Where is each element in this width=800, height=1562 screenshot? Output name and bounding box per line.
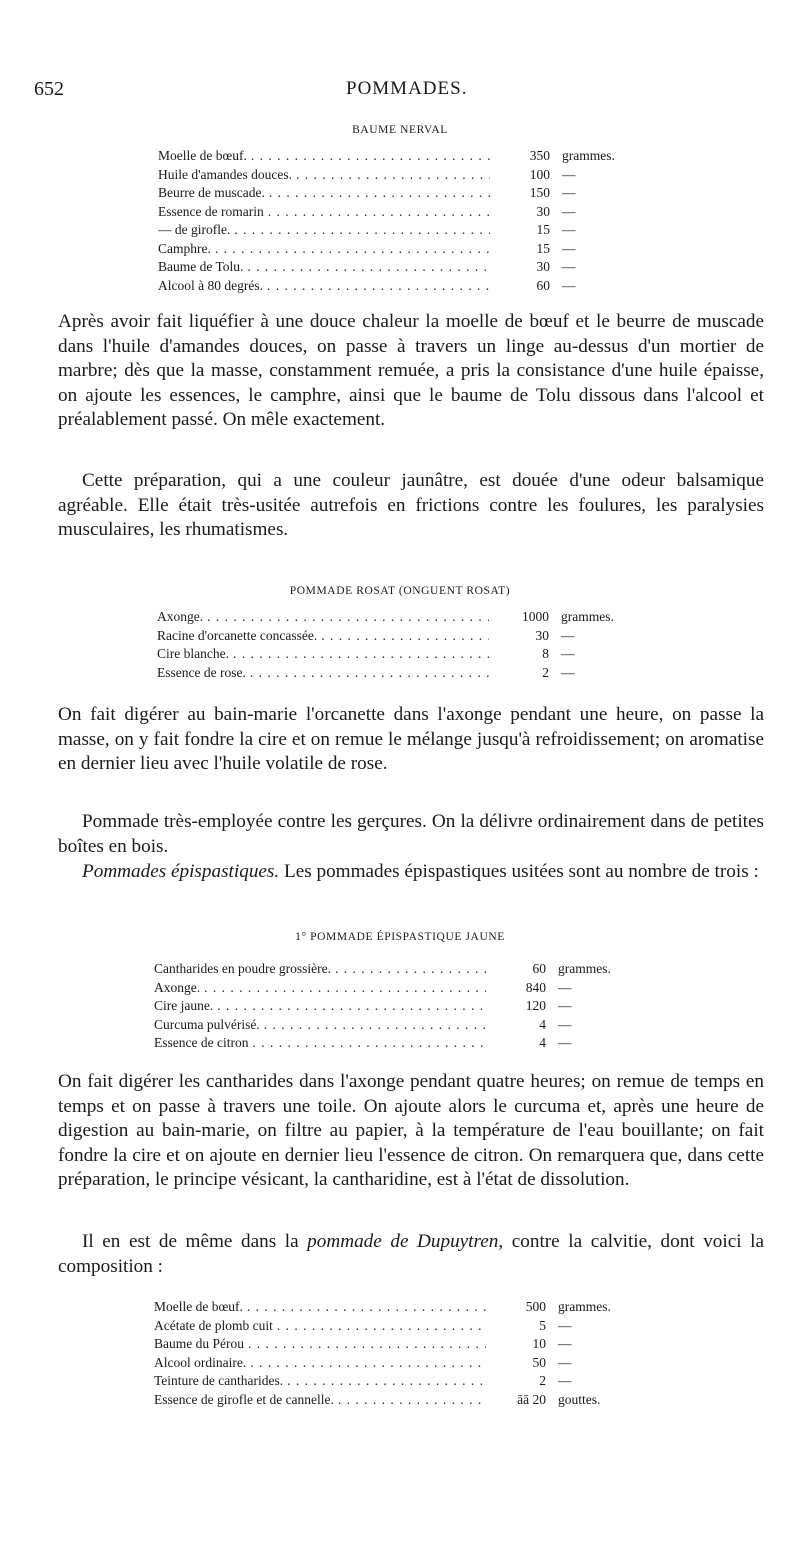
ingredient-unit: —: [562, 203, 576, 219]
dot-leader: [321, 627, 489, 646]
ingredient-name: Moelle de bœuf.: [158, 148, 247, 163]
ingredient-row: [158, 258, 658, 277]
ingredient-name: Axonge.: [157, 609, 204, 624]
ingredient-row: [154, 1391, 654, 1410]
ingredient-quantity: 50: [532, 1354, 546, 1370]
italic-term: pommade de Dupuytren: [307, 1231, 499, 1252]
ingredient-unit: —: [561, 646, 575, 661]
ingredient-quantity: 2: [539, 1373, 546, 1388]
dot-leader: [335, 960, 486, 979]
ingredient-row: [154, 960, 654, 979]
dot-leader: [267, 277, 490, 296]
ingredient-quantity: 30: [535, 627, 549, 643]
ingredient-quantity: 100: [529, 166, 550, 182]
ingredient-name: Baume du Pérou: [154, 1336, 244, 1351]
ingredient-row: [158, 147, 658, 166]
ingredient-quantity: 2: [542, 664, 549, 680]
ingredient-name: Moelle de bœuf.: [154, 1299, 243, 1314]
dot-leader: [215, 240, 490, 259]
paragraph-1: Après avoir fait liquéfier à une douce chaleur la moelle de bœuf et le beurre de muscade dans l'huile d'amandes douces, on passe à travers un linge au-dessus d'un mortier de marbre; dès que la masse, constamment remuée, a pris la consistance d'une huile épaisse, on ajoute les essences, le camphre, ainsi que le baume de Tolu dissous dans l'alcool et préalablement passé. On mêle exactement.: [58, 311, 764, 431]
ingredient-quantity: 350: [529, 148, 550, 163]
ingredient-quantity: 8: [542, 646, 549, 661]
ingredient-quantity: 10: [532, 1336, 546, 1351]
paragraph-5: Pommades épispastiques. Les pommades épispastiques usitées sont au nombre de trois :: [82, 861, 759, 882]
paragraph-4: Pommade très-employée contre les gerçures. On la délivre ordinairement dans de petites boîtes en bois.: [58, 811, 764, 857]
ingredient-row: [158, 184, 658, 203]
dot-leader: [247, 258, 490, 277]
recipe-title-pommade-rosat: POMMADE ROSAT (ONGUENT ROSAT): [289, 585, 511, 597]
recipe-table-pommade-rosat: [157, 608, 657, 682]
ingredient-unit: —: [562, 166, 576, 182]
ingredient-unit: —: [562, 277, 576, 293]
paragraph-2: Cette préparation, qui a une couleur jaunâtre, est douée d'une odeur balsamique agréable. Elle était très-usitée autrefois en frictions contre les foulures, les paralysies musculaires, les rhumatismes.: [58, 470, 764, 541]
ingredient-quantity: 500: [525, 1299, 546, 1314]
dot-leader: [251, 147, 490, 166]
ingredient-row: [158, 221, 658, 240]
dot-leader: [264, 1016, 486, 1035]
ingredient-row: [154, 1298, 654, 1317]
ingredient-unit: —: [561, 627, 575, 643]
ingredient-row: [158, 203, 658, 222]
page-header: [34, 78, 754, 108]
ingredient-name: — de girofle.: [158, 222, 231, 237]
paragraph-3: On fait digérer au bain-marie l'orcanette dans l'axonge pendant une heure, on passe la masse, on y fait fondre la cire et on remue le mélange jusqu'à refroidissement; on aromatise en dernier lieu avec l'huile volatile de rose.: [58, 704, 764, 775]
dot-leader: [277, 1317, 486, 1336]
ingredient-unit: —: [558, 979, 572, 995]
ingredient-quantity: 30: [536, 259, 550, 274]
recipe-table-pommade-epispastique: [154, 960, 654, 1053]
ingredient-name: Alcool ordinaire.: [154, 1354, 247, 1370]
ingredient-row: [154, 1372, 654, 1391]
ingredient-row: [158, 166, 658, 185]
ingredient-name: Beurre de muscade.: [158, 185, 265, 200]
ingredient-unit: —: [558, 998, 572, 1013]
ingredient-quantity: 30: [536, 203, 550, 219]
ingredient-quantity: 60: [536, 277, 550, 293]
dot-leader: [250, 1354, 486, 1373]
ingredient-name: Cire blanche.: [157, 646, 229, 661]
ingredient-row: [158, 277, 658, 296]
ingredient-unit: grammes.: [558, 961, 611, 976]
ingredient-name: Axonge.: [154, 979, 201, 995]
ingredient-quantity: 15: [536, 222, 550, 237]
dot-leader: [217, 997, 486, 1016]
dot-leader: [338, 1391, 486, 1410]
recipe-table-dupuytren: [154, 1298, 654, 1409]
ingredient-name: Alcool à 80 degrés.: [158, 277, 263, 293]
ingredient-name: Essence de rose.: [157, 664, 246, 680]
ingredient-quantity: 15: [536, 240, 550, 256]
ingredient-quantity: āā 20: [517, 1391, 546, 1407]
ingredient-name: Acétate de plomb cuit: [154, 1317, 273, 1333]
recipe-title-baume-nerval: BAUME NERVAL: [352, 124, 448, 136]
ingredient-row: [154, 1335, 654, 1354]
ingredient-name: Camphre.: [158, 240, 211, 256]
ingredient-quantity: 1000: [522, 609, 549, 624]
ingredient-name: Cire jaune.: [154, 998, 214, 1013]
page-number: 652: [34, 78, 64, 100]
dot-leader: [268, 203, 490, 222]
ingredient-row: [154, 1016, 654, 1035]
ingredient-name: Essence de romarin: [158, 203, 264, 219]
ingredient-row: [154, 1354, 654, 1373]
ingredient-quantity: 60: [532, 961, 546, 976]
dot-leader: [248, 1335, 486, 1354]
ingredient-name: Curcuma pulvérisé.: [154, 1016, 260, 1032]
ingredient-unit: gouttes.: [558, 1391, 601, 1407]
ingredient-unit: —: [562, 222, 576, 237]
running-title: POMMADES.: [346, 78, 468, 99]
ingredient-quantity: 840: [525, 979, 546, 995]
dot-leader: [269, 184, 490, 203]
dot-leader: [247, 1298, 486, 1317]
ingredient-name: Huile d'amandes douces.: [158, 166, 293, 182]
ingredient-row: [157, 627, 657, 646]
dot-leader: [252, 1034, 486, 1053]
ingredient-unit: —: [558, 1373, 572, 1388]
ingredient-unit: grammes.: [562, 148, 615, 163]
dot-leader: [204, 979, 486, 998]
ingredient-unit: —: [562, 185, 576, 200]
recipe-title-pommade-epispastique: 1° POMMADE ÉPISPASTIQUE JAUNE: [295, 931, 505, 943]
ingredient-row: [158, 240, 658, 259]
ingredient-name: Essence de girofle et de cannelle.: [154, 1391, 334, 1407]
ingredient-quantity: 150: [529, 185, 550, 200]
ingredient-row: [157, 645, 657, 664]
ingredient-unit: —: [558, 1336, 572, 1351]
ingredient-unit: —: [558, 1035, 572, 1050]
ingredient-row: [154, 1034, 654, 1053]
ingredient-unit: —: [562, 259, 576, 274]
ingredient-name: Baume de Tolu.: [158, 259, 244, 274]
dot-leader: [234, 221, 490, 240]
dot-leader: [296, 166, 490, 185]
paragraph-7: Il en est de même dans la pommade de Dupuytren, contre la calvitie, dont voici la composition :: [58, 1231, 764, 1277]
dot-leader: [233, 645, 489, 664]
ingredient-row: [154, 1317, 654, 1336]
italic-heading: Pommades épispastiques.: [82, 861, 280, 882]
dot-leader: [287, 1372, 486, 1391]
ingredient-quantity: 5: [539, 1317, 546, 1333]
ingredient-unit: —: [561, 664, 575, 680]
ingredient-row: [157, 608, 657, 627]
ingredient-quantity: 4: [539, 1016, 546, 1032]
recipe-table-baume-nerval: [158, 147, 658, 295]
ingredient-name: Cantharides en poudre grossière.: [154, 961, 331, 976]
ingredient-unit: —: [558, 1354, 572, 1370]
ingredient-unit: —: [558, 1016, 572, 1032]
ingredient-name: Teinture de cantharides.: [154, 1373, 284, 1388]
ingredient-unit: —: [558, 1317, 572, 1333]
ingredient-name: Essence de citron: [154, 1035, 249, 1050]
ingredient-quantity: 4: [539, 1035, 546, 1050]
paragraph-6: On fait digérer les cantharides dans l'axonge pendant quatre heures; on remue de temps en temps et on passe à travers une toile. On ajoute alors le curcuma et, après une heure de digestion au bain-marie, on filtre au papier, à la température de l'eau bouillante; on fait fondre la cire et on ajoute en dernier lieu l'essence de citron. On remarquera que, dans cette préparation, le principe vésicant, la cantharidine, est à l'état de dissolution.: [58, 1071, 764, 1191]
ingredient-row: [157, 664, 657, 683]
ingredient-row: [154, 997, 654, 1016]
ingredient-unit: grammes.: [561, 609, 614, 624]
dot-leader: [250, 664, 489, 683]
ingredient-name: Racine d'orcanette concassée.: [157, 627, 318, 643]
ingredient-quantity: 120: [525, 998, 546, 1013]
ingredient-unit: —: [562, 240, 576, 256]
dot-leader: [207, 608, 489, 627]
ingredient-row: [154, 979, 654, 998]
ingredient-unit: grammes.: [558, 1299, 611, 1314]
